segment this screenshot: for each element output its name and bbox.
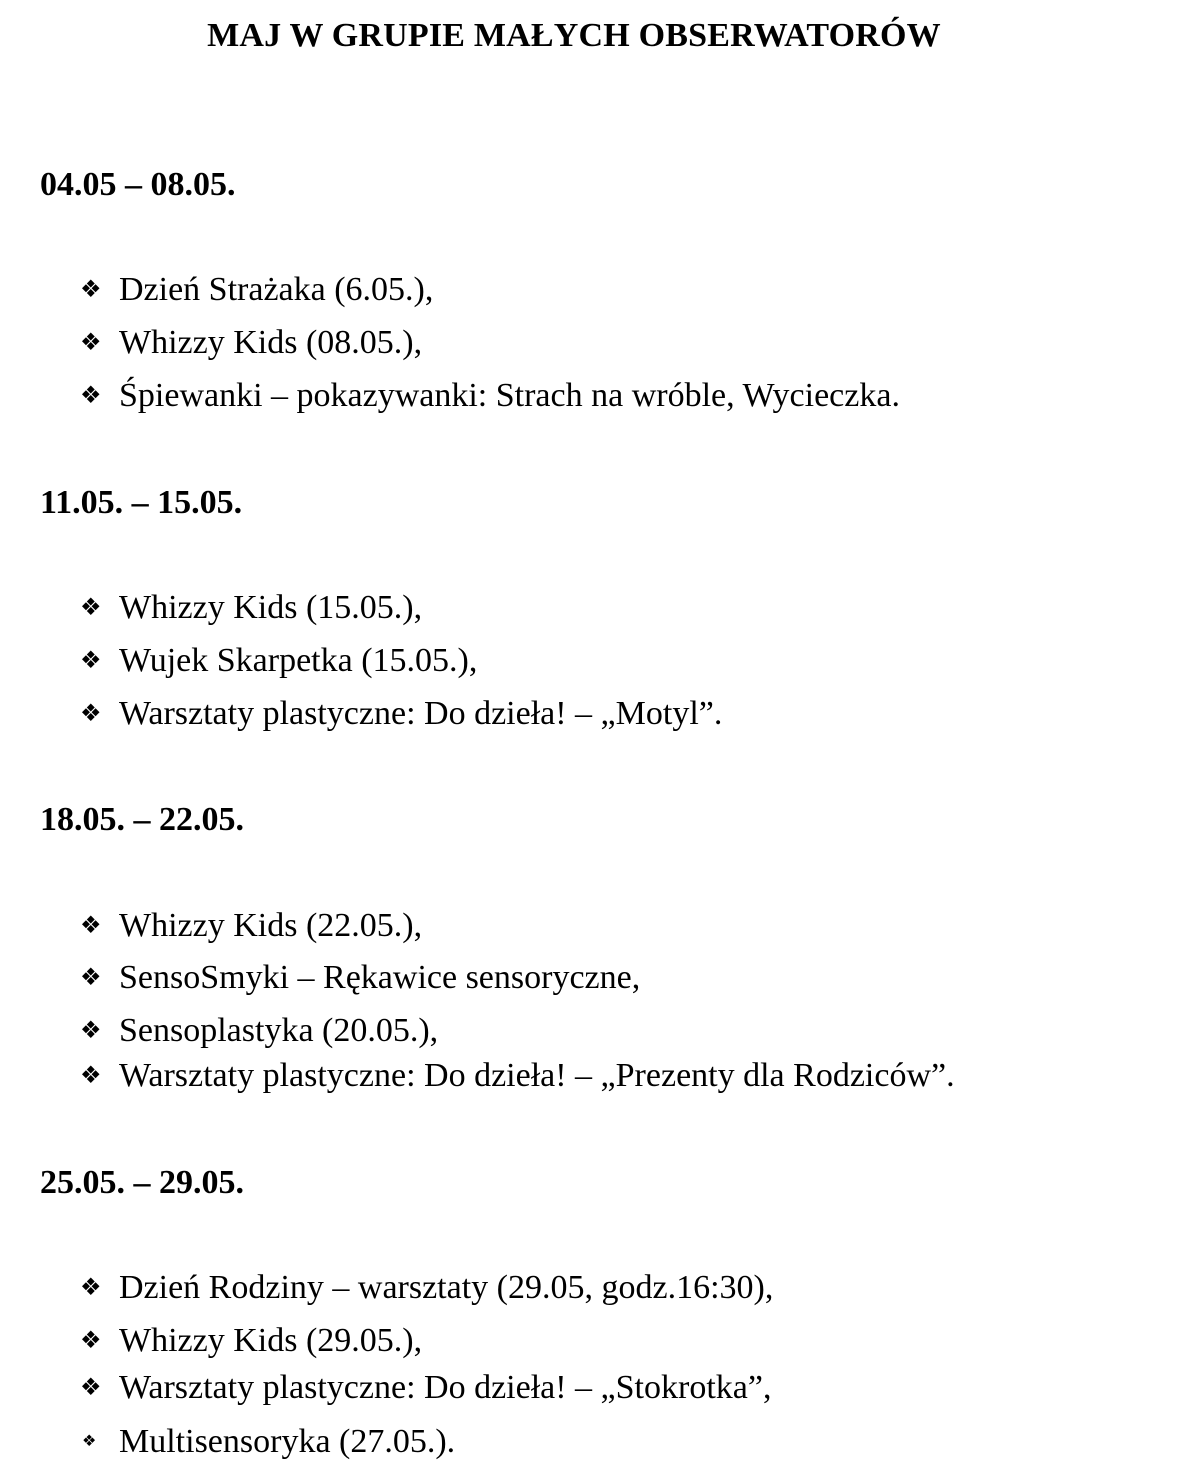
list-item [80,586,422,630]
list-item [80,904,422,948]
list-item [80,956,640,1000]
list-item-text: Whizzy Kids (15.05.), [119,589,423,626]
diamond-bullet-icon: ❖ [80,701,102,727]
list-item-text: Whizzy Kids (22.05.), [119,907,423,944]
list-item [80,1054,955,1098]
list-item [80,268,433,312]
list-item [80,1319,422,1363]
list-item [80,1366,771,1410]
diamond-bullet-icon: ❖ [80,1063,102,1089]
list-item [80,1420,455,1464]
list-item [80,1009,438,1053]
week-heading: 18.05. – 22.05. [40,801,244,838]
list-item-text: Sensoplastyka (20.05.), [119,1012,439,1049]
week-heading: 11.05. – 15.05. [40,484,243,521]
diamond-bullet-icon: ❖ [80,1375,102,1401]
diamond-bullet-icon: ❖ [82,1433,97,1450]
list-item-text: Whizzy Kids (08.05.), [119,324,423,361]
diamond-bullet-icon: ❖ [80,277,102,303]
week-heading: 25.05. – 29.05. [40,1164,244,1201]
list-item-text: Śpiewanki – pokazywanki: Strach na wróble, Wycieczka. [119,377,900,414]
list-item-text: Dzień Strażaka (6.05.), [119,271,434,308]
diamond-bullet-icon: ❖ [80,383,102,409]
list-item-text: Warsztaty plastyczne: Do dzieła! – „Prezenty dla Rodziców”. [119,1057,955,1094]
diamond-bullet-icon: ❖ [80,648,102,674]
list-item [80,1266,773,1310]
page-title: MAJ W GRUPIE MAŁYCH OBSERWATORÓW [207,17,941,54]
list-item [80,639,477,683]
list-item-text: SensoSmyki – Rękawice sensoryczne, [119,959,641,996]
diamond-bullet-icon: ❖ [80,330,102,356]
diamond-bullet-icon: ❖ [80,1328,102,1354]
list-item-text: Multisensoryka (27.05.). [119,1423,456,1460]
list-item-text: Whizzy Kids (29.05.), [119,1322,423,1359]
list-item-text: Dzień Rodziny – warsztaty (29.05, godz.16:30), [119,1269,774,1306]
list-item [80,692,722,736]
diamond-bullet-icon: ❖ [80,1018,102,1044]
list-item-text: Warsztaty plastyczne: Do dzieła! – „Stokrotka”, [119,1369,772,1406]
week-heading: 04.05 – 08.05. [40,166,236,203]
diamond-bullet-icon: ❖ [80,913,102,939]
diamond-bullet-icon: ❖ [80,595,102,621]
list-item-text: Wujek Skarpetka (15.05.), [119,642,478,679]
diamond-bullet-icon: ❖ [80,1275,102,1301]
list-item [80,321,422,365]
list-item [80,374,900,418]
list-item-text: Warsztaty plastyczne: Do dzieła! – „Motyl”. [119,695,723,732]
diamond-bullet-icon: ❖ [80,965,102,991]
